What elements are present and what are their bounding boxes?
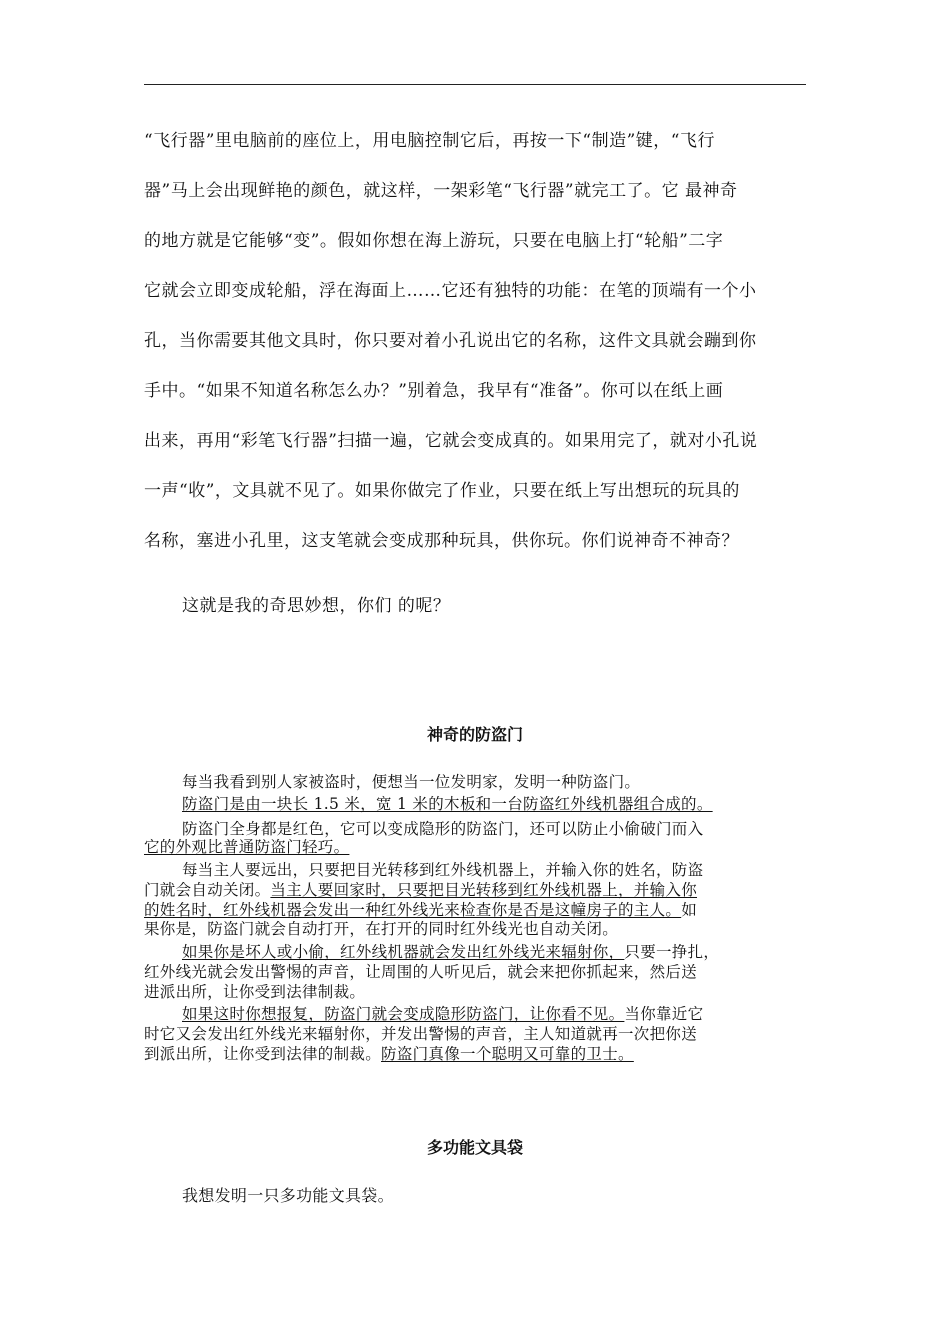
underlined-text: 如果你是坏人或小偷，红外线机器就会发出红外线光来辐射你， (182, 943, 625, 961)
underlined-text: 防盗门是由一块长 1.5 米，宽 1 米的木板和一台防盗红外线机器组合成的。 (182, 795, 713, 813)
paragraph-line (182, 792, 713, 814)
paragraph-line (144, 835, 349, 857)
plain-text: 当你靠近它 (624, 1005, 704, 1023)
closing-line: 这就是我的奇思妙想，你们 的呢？ (182, 596, 451, 616)
paragraph-line: 我想发明一只多功能文具袋。 (182, 1186, 394, 1205)
underlined-text: 的姓名时，红外线机器会发出一种红外线光来检查你是否是这幢房子的主人。 (144, 901, 682, 919)
paragraph-line: 每当主人要远出，只要把目光转移到红外线机器上，并输入你的姓名，防盗 (182, 861, 704, 879)
paragraph-line: 进派出所，让你受到法律制裁。 (144, 983, 366, 1001)
paragraph-line: 的地方就是它能够“变”。假如你想在海上游玩，只要在电脑上打“轮船”二字 (144, 231, 724, 251)
paragraph-line: 防盗门全身都是红色，它可以变成隐形的防盗门，还可以防止小偷破门而入 (182, 820, 704, 838)
header-rule (144, 84, 806, 85)
paragraph-line: 器”马上会出现鲜艳的颜色，就这样，一架彩笔“飞行器”就完工了。它 最神奇 (144, 181, 738, 201)
paragraph-line: 果你是，防盗门就会自动打开，在打开的同时红外线光也自动关闭。 (144, 920, 619, 938)
paragraph-line: 红外线光就会发出警惕的声音，让周围的人听见后，就会来把你抓起来，然后送 (144, 963, 698, 981)
paragraph-line (182, 1002, 703, 1024)
paragraph-line: 它就会立即变成轮船，浮在海面上……它还有独特的功能：在笔的顶端有一个小 (144, 281, 757, 301)
underlined-text: 它的外观比普通防盗门轻巧。 (144, 838, 350, 856)
paragraph-line (144, 1042, 634, 1064)
paragraph-line: 手中。“如果不知道名称怎么办？”别着急，我早有“准备”。你可以在纸上画 (144, 381, 724, 401)
paragraph-line: 名称，塞进小孔里，这支笔就会变成那种玩具，供你玩。你们说神奇不神奇？ (144, 531, 739, 551)
paragraph-line: “飞行器”里电脑前的座位上，用电脑控制它后，再按一下“制造”键，“飞行 (144, 131, 715, 151)
paragraph-line: 出来，再用“彩笔飞行器”扫描一遍，它就会变成真的。如果用完了，就对小孔说 (144, 431, 758, 451)
plain-text: 如 (681, 901, 698, 919)
underlined-text: 当主人要回家时，只要把目光转移到红外线机器上，并输入你 (270, 881, 698, 899)
plain-text: 只要一挣扎， (624, 943, 720, 961)
paragraph-line: 一声“收”，文具就不见了。如果你做完了作业，只要在纸上写出想玩的玩具的 (144, 481, 740, 501)
paragraph-line: 时它又会发出红外线光来辐射你，并发出警惕的声音，主人知道就再一次把你送 (144, 1025, 698, 1043)
underlined-text: 防盗门真像一个聪明又可靠的卫士。 (381, 1045, 634, 1063)
paragraph-line (182, 940, 719, 962)
section-title-anti-theft-door: 神奇的防盗门 (426, 725, 523, 744)
underlined-text: 如果这时你想报复，防盗门就会变成隐形防盗门，让你看不见。 (182, 1005, 625, 1023)
paragraph-line: 孔，当你需要其他文具时，你只要对着小孔说出它的名称，这件文具就会蹦到你 (144, 331, 757, 351)
section-title-stationery-bag: 多功能文具袋 (426, 1138, 523, 1157)
plain-text: 到派出所，让你受到法律的制裁。 (144, 1045, 382, 1063)
paragraph-line: 每当我看到别人家被盗时，便想当一位发明家，发明一种防盗门。 (182, 773, 641, 791)
plain-text: 门就会自动关闭。 (144, 881, 271, 899)
paragraph-line (144, 878, 697, 900)
